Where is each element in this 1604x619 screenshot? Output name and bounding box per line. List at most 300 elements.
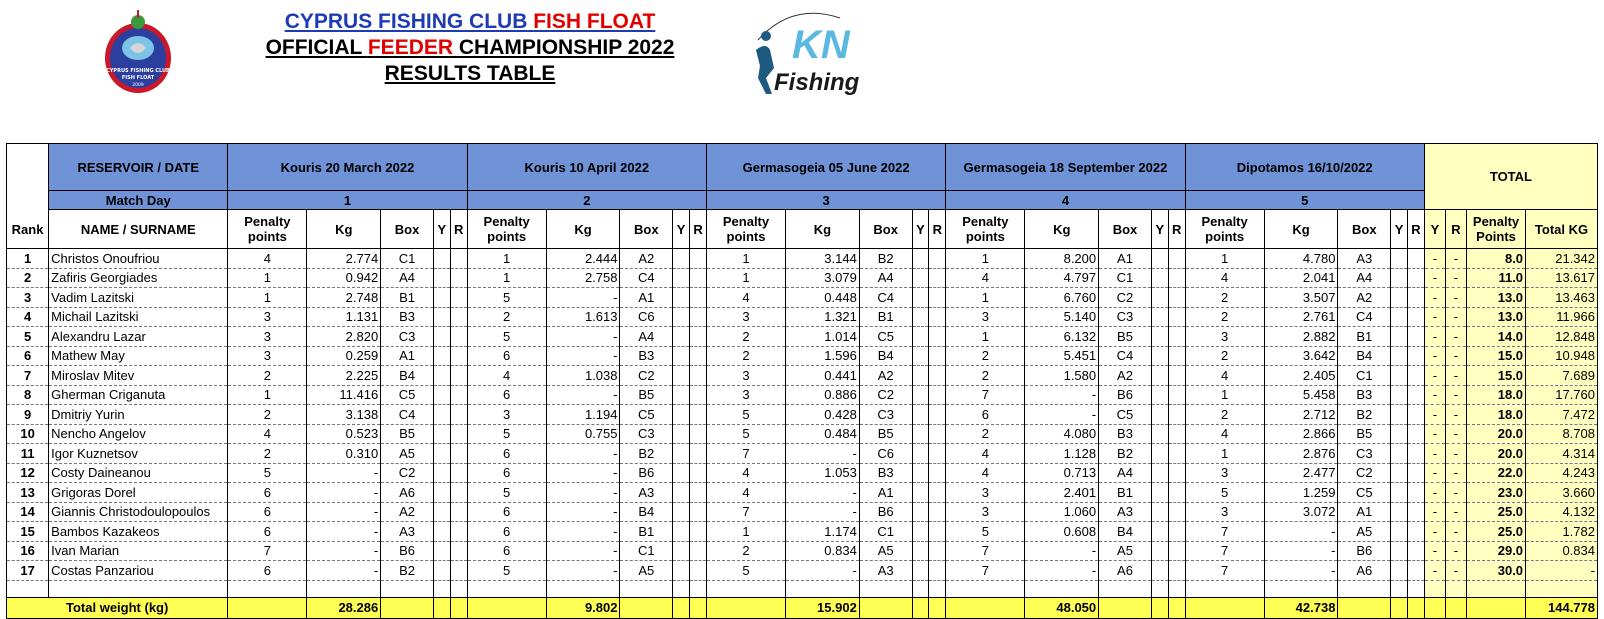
y-cell [912, 444, 929, 464]
box-cell: A2 [620, 249, 673, 269]
col-box: Box [1338, 210, 1391, 249]
kg-cell: - [307, 502, 381, 522]
penalty-cell: 5 [706, 424, 785, 444]
kg-cell: 6.132 [1025, 327, 1099, 347]
r-cell [1168, 483, 1185, 503]
r-cell [1408, 288, 1425, 308]
kg-cell: 4.780 [1264, 249, 1338, 269]
box-cell: A5 [381, 444, 434, 464]
y-cell [912, 522, 929, 542]
box-cell: B2 [859, 249, 912, 269]
y-cell [1391, 541, 1408, 561]
penalty-cell: 6 [467, 522, 546, 542]
total-r-cell: - [1445, 541, 1466, 561]
r-cell [1168, 541, 1185, 561]
y-cell [1151, 385, 1168, 405]
r-cell [929, 483, 946, 503]
y-cell [1391, 405, 1408, 425]
y-cell [433, 268, 450, 288]
r-cell [1408, 249, 1425, 269]
y-cell [912, 424, 929, 444]
y-cell [1151, 288, 1168, 308]
table-row [7, 541, 1598, 561]
name-cell: Mathew May [49, 346, 228, 366]
kg-cell: 2.774 [307, 249, 381, 269]
penalty-total-cell: 11.0 [1467, 268, 1526, 288]
y-cell [1151, 268, 1168, 288]
y-cell [912, 346, 929, 366]
y-cell [673, 405, 690, 425]
name-cell: Alexandru Lazar [49, 327, 228, 347]
penalty-cell: 3 [1185, 502, 1264, 522]
kg-cell: - [546, 502, 620, 522]
kg-cell: - [307, 483, 381, 503]
rank-cell: 10 [7, 424, 49, 444]
kg-cell: 3.642 [1264, 346, 1338, 366]
kg-cell: - [786, 561, 860, 581]
kn-fishing-logo-icon [752, 10, 862, 100]
penalty-total-cell: 22.0 [1467, 463, 1526, 483]
kg-cell: 2.820 [307, 327, 381, 347]
kg-cell: - [1025, 405, 1099, 425]
r-cell [1168, 307, 1185, 327]
kg-cell: 5.140 [1025, 307, 1099, 327]
total-kg-cell: 4.314 [1526, 444, 1598, 464]
total-r-cell: - [1445, 327, 1466, 347]
penalty-cell: 1 [1185, 385, 1264, 405]
match-day-5: 5 [1185, 191, 1424, 210]
rank-cell: 16 [7, 541, 49, 561]
results-table [6, 143, 1598, 619]
y-cell [1151, 463, 1168, 483]
y-cell [673, 307, 690, 327]
penalty-cell: 1 [946, 288, 1025, 308]
kg-cell: 1.596 [786, 346, 860, 366]
box-cell: A1 [1099, 249, 1152, 269]
penalty-cell: 1 [228, 288, 307, 308]
penalty-cell: 2 [1185, 288, 1264, 308]
kg-cell: - [1025, 561, 1099, 581]
penalty-cell: 2 [946, 346, 1025, 366]
match-venue-1: Kouris 20 March 2022 [228, 144, 467, 191]
table-row [7, 307, 1598, 327]
penalty-cell: 4 [706, 288, 785, 308]
y-cell [673, 444, 690, 464]
total-kg-cell: 3.660 [1526, 483, 1598, 503]
kg-cell: 3.144 [786, 249, 860, 269]
kg-cell: 0.484 [786, 424, 860, 444]
total-kg-cell: - [1526, 561, 1598, 581]
table-row [7, 483, 1598, 503]
penalty-cell: 5 [1185, 483, 1264, 503]
r-cell [1168, 561, 1185, 581]
penalty-cell: 6 [467, 346, 546, 366]
total-y-cell: - [1424, 346, 1445, 366]
total-kg-cell: 21.342 [1526, 249, 1598, 269]
kg-cell: - [546, 288, 620, 308]
kg-cell: 3.079 [786, 268, 860, 288]
name-cell: Dmitriy Yurin [49, 405, 228, 425]
total-kg-cell: 11.966 [1526, 307, 1598, 327]
r-cell [450, 522, 467, 542]
kg-cell: 0.428 [786, 405, 860, 425]
penalty-cell: 2 [228, 366, 307, 386]
r-cell [1408, 444, 1425, 464]
kg-cell: 2.712 [1264, 405, 1338, 425]
y-cell [433, 405, 450, 425]
y-cell [1391, 307, 1408, 327]
kg-cell: 0.608 [1025, 522, 1099, 542]
r-cell [450, 327, 467, 347]
r-cell [929, 541, 946, 561]
r-cell [1408, 502, 1425, 522]
col-penalty: Penalty points [467, 210, 546, 249]
penalty-cell: 6 [228, 483, 307, 503]
table-row [7, 288, 1598, 308]
box-cell: C5 [381, 385, 434, 405]
kg-cell: 2.876 [1264, 444, 1338, 464]
total-r-cell: - [1445, 483, 1466, 503]
y-cell [433, 483, 450, 503]
box-cell: B5 [620, 385, 673, 405]
y-cell [912, 561, 929, 581]
total-r-cell: - [1445, 346, 1466, 366]
r-cell [450, 307, 467, 327]
penalty-total-cell: 14.0 [1467, 327, 1526, 347]
penalty-cell: 4 [706, 463, 785, 483]
total-kg-cell: 1.782 [1526, 522, 1598, 542]
r-cell [1408, 463, 1425, 483]
kg-cell: 11.416 [307, 385, 381, 405]
box-cell: B5 [1099, 327, 1152, 347]
r-cell [690, 268, 707, 288]
penalty-cell: 3 [706, 366, 785, 386]
kg-cell: - [546, 463, 620, 483]
box-cell: B5 [1338, 424, 1391, 444]
box-cell: A3 [1099, 502, 1152, 522]
box-cell: B2 [620, 444, 673, 464]
r-cell [450, 288, 467, 308]
box-cell: A3 [859, 561, 912, 581]
penalty-cell: 6 [467, 385, 546, 405]
y-cell [433, 327, 450, 347]
y-cell [912, 483, 929, 503]
r-cell [690, 249, 707, 269]
kg-cell: 1.131 [307, 307, 381, 327]
table-row [7, 385, 1598, 405]
r-cell [1168, 268, 1185, 288]
rank-cell: 7 [7, 366, 49, 386]
penalty-cell: 2 [706, 327, 785, 347]
kg-cell: 0.441 [786, 366, 860, 386]
kg-cell: - [546, 444, 620, 464]
r-cell [929, 327, 946, 347]
penalty-cell: 3 [1185, 463, 1264, 483]
kg-cell: 8.200 [1025, 249, 1099, 269]
y-cell [1391, 249, 1408, 269]
match-venue-2: Kouris 10 April 2022 [467, 144, 706, 191]
col-y: Y [1391, 210, 1408, 249]
penalty-cell: 4 [1185, 366, 1264, 386]
r-cell [450, 366, 467, 386]
r-cell [690, 327, 707, 347]
penalty-cell: 6 [467, 541, 546, 561]
col-y: Y [673, 210, 690, 249]
y-cell [673, 483, 690, 503]
rank-cell: 12 [7, 463, 49, 483]
box-cell: B3 [1338, 385, 1391, 405]
box-cell: C5 [620, 405, 673, 425]
y-cell [433, 385, 450, 405]
penalty-cell: 1 [228, 385, 307, 405]
col-penalty: Penalty points [1185, 210, 1264, 249]
penalty-cell: 1 [1185, 444, 1264, 464]
penalty-cell: 7 [946, 385, 1025, 405]
r-cell [929, 561, 946, 581]
total-kg-cell: 12.848 [1526, 327, 1598, 347]
box-cell: B4 [859, 346, 912, 366]
kg-cell: 2.477 [1264, 463, 1338, 483]
total-y-cell: - [1424, 483, 1445, 503]
r-cell [1408, 483, 1425, 503]
col-r: R [929, 210, 946, 249]
r-cell [690, 444, 707, 464]
total-y-cell: - [1424, 385, 1445, 405]
name-cell: Vadim Lazitski [49, 288, 228, 308]
total-y-cell: - [1424, 541, 1445, 561]
box-cell: C3 [859, 405, 912, 425]
box-cell: A3 [381, 522, 434, 542]
y-cell [1391, 502, 1408, 522]
total-y-cell: - [1424, 424, 1445, 444]
rank-cell: 9 [7, 405, 49, 425]
kg-cell: - [786, 444, 860, 464]
box-cell: A1 [859, 483, 912, 503]
kg-cell: 1.014 [786, 327, 860, 347]
col-kg: Kg [1264, 210, 1338, 249]
y-cell [1151, 541, 1168, 561]
penalty-cell: 2 [706, 541, 785, 561]
y-cell [1391, 483, 1408, 503]
r-cell [1408, 424, 1425, 444]
match-venue-3: Germasogeia 05 June 2022 [706, 144, 945, 191]
r-cell [1408, 561, 1425, 581]
penalty-cell: 7 [1185, 541, 1264, 561]
col-kg: Kg [786, 210, 860, 249]
rank-cell: 8 [7, 385, 49, 405]
r-cell [450, 385, 467, 405]
penalty-cell: 1 [946, 249, 1025, 269]
box-cell: A2 [859, 366, 912, 386]
penalty-cell: 7 [706, 502, 785, 522]
kg-cell: - [307, 522, 381, 542]
col-kg: Kg [1025, 210, 1099, 249]
y-cell [1391, 268, 1408, 288]
kg-cell: 3.138 [307, 405, 381, 425]
penalty-cell: 4 [228, 424, 307, 444]
svg-text:CYPRUS FISHING CLUB: CYPRUS FISHING CLUB [106, 68, 170, 74]
box-cell: B1 [859, 307, 912, 327]
box-cell: A2 [1338, 288, 1391, 308]
penalty-cell: 3 [228, 327, 307, 347]
r-cell [929, 463, 946, 483]
total-kg-cell: 7.472 [1526, 405, 1598, 425]
penalty-cell: 5 [706, 561, 785, 581]
r-cell [690, 385, 707, 405]
box-cell: A1 [620, 288, 673, 308]
kg-cell: - [546, 327, 620, 347]
total-kg-cell: 13.617 [1526, 268, 1598, 288]
r-cell [1168, 463, 1185, 483]
box-cell: B4 [381, 366, 434, 386]
kg-cell: - [307, 541, 381, 561]
box-cell: C3 [381, 327, 434, 347]
r-cell [690, 424, 707, 444]
name-cell: Giannis Christodoulopoulos [49, 502, 228, 522]
total-y-cell: - [1424, 366, 1445, 386]
total-r-cell: - [1445, 405, 1466, 425]
y-cell [673, 541, 690, 561]
penalty-cell: 4 [946, 463, 1025, 483]
r-cell [1168, 288, 1185, 308]
penalty-total-cell: 18.0 [1467, 385, 1526, 405]
kg-cell: 1.060 [1025, 502, 1099, 522]
penalty-cell: 4 [1185, 268, 1264, 288]
r-cell [929, 385, 946, 405]
box-cell: C4 [620, 268, 673, 288]
box-cell: C2 [1099, 288, 1152, 308]
kg-cell: 2.748 [307, 288, 381, 308]
y-cell [433, 366, 450, 386]
penalty-total-cell: 15.0 [1467, 346, 1526, 366]
box-cell: B3 [1099, 424, 1152, 444]
total-kg-cell: 8.708 [1526, 424, 1598, 444]
r-cell [450, 424, 467, 444]
penalty-cell: 5 [467, 288, 546, 308]
total-r-cell: - [1445, 502, 1466, 522]
penalty-total-cell: 20.0 [1467, 424, 1526, 444]
box-cell: A1 [1338, 502, 1391, 522]
total-kg-cell: 7.689 [1526, 366, 1598, 386]
total-kg-cell: 13.463 [1526, 288, 1598, 308]
box-cell: C1 [620, 541, 673, 561]
total-y-cell: - [1424, 502, 1445, 522]
col-r: R [450, 210, 467, 249]
y-cell [673, 346, 690, 366]
r-cell [1408, 346, 1425, 366]
total-header: TOTAL [1424, 144, 1597, 210]
penalty-total-cell: 30.0 [1467, 561, 1526, 581]
rank-cell: 3 [7, 288, 49, 308]
y-cell [673, 561, 690, 581]
penalty-cell: 2 [1185, 307, 1264, 327]
penalty-cell: 7 [1185, 561, 1264, 581]
col-y: Y [433, 210, 450, 249]
penalty-cell: 2 [706, 346, 785, 366]
kg-cell: 0.448 [786, 288, 860, 308]
rank-cell: 15 [7, 522, 49, 542]
box-cell: A4 [1338, 268, 1391, 288]
r-cell [1408, 385, 1425, 405]
penalty-cell: 5 [467, 424, 546, 444]
grand-total: 144.778 [1526, 597, 1598, 618]
match-day-3: 3 [706, 191, 945, 210]
box-cell: A6 [1338, 561, 1391, 581]
y-cell [1391, 366, 1408, 386]
penalty-cell: 5 [706, 405, 785, 425]
kg-cell: 1.174 [786, 522, 860, 542]
kg-cell: 1.038 [546, 366, 620, 386]
kg-cell: 0.942 [307, 268, 381, 288]
box-cell: B6 [381, 541, 434, 561]
match-total-2: 9.802 [546, 597, 620, 618]
col-box: Box [859, 210, 912, 249]
box-cell: C1 [1099, 268, 1152, 288]
kg-cell: - [546, 483, 620, 503]
box-cell: C3 [1338, 444, 1391, 464]
kg-cell: 2.761 [1264, 307, 1338, 327]
box-cell: B3 [859, 463, 912, 483]
y-cell [1151, 249, 1168, 269]
r-cell [929, 444, 946, 464]
kg-cell: 2.405 [1264, 366, 1338, 386]
total-r-cell: - [1445, 385, 1466, 405]
col-box: Box [1099, 210, 1152, 249]
y-cell [912, 249, 929, 269]
y-cell [673, 522, 690, 542]
box-cell: B2 [1338, 405, 1391, 425]
total-y-cell: - [1424, 463, 1445, 483]
box-cell: B2 [381, 561, 434, 581]
r-cell [450, 268, 467, 288]
box-cell: C4 [1099, 346, 1152, 366]
r-cell [690, 346, 707, 366]
r-cell [690, 307, 707, 327]
y-cell [1151, 366, 1168, 386]
total-y-cell: - [1424, 522, 1445, 542]
penalty-cell: 2 [228, 405, 307, 425]
total-y-cell: - [1424, 288, 1445, 308]
penalty-cell: 6 [467, 502, 546, 522]
rank-cell: 6 [7, 346, 49, 366]
y-cell [912, 366, 929, 386]
y-cell [912, 268, 929, 288]
penalty-cell: 3 [706, 385, 785, 405]
r-cell [450, 541, 467, 561]
club-logo-icon [100, 10, 176, 94]
kg-cell: 0.755 [546, 424, 620, 444]
title-line-3: RESULTS TABLE [384, 62, 556, 85]
kg-cell: 5.451 [1025, 346, 1099, 366]
r-cell [1408, 268, 1425, 288]
y-cell [1151, 502, 1168, 522]
name-cell: Michail Lazitski [49, 307, 228, 327]
col-total-r: R [1445, 210, 1466, 249]
table-row [7, 463, 1598, 483]
match-day-4: 4 [946, 191, 1185, 210]
y-cell [673, 268, 690, 288]
match-venue-4: Germasogeia 18 September 2022 [946, 144, 1185, 191]
kg-cell: 2.866 [1264, 424, 1338, 444]
kg-cell: 4.797 [1025, 268, 1099, 288]
title-line-2: OFFICIAL FEEDER CHAMPIONSHIP 2022 [265, 36, 675, 59]
y-cell [912, 541, 929, 561]
match-total-4: 48.050 [1025, 597, 1099, 618]
r-cell [690, 502, 707, 522]
penalty-cell: 7 [946, 541, 1025, 561]
box-cell: B2 [1099, 444, 1152, 464]
penalty-cell: 5 [467, 561, 546, 581]
